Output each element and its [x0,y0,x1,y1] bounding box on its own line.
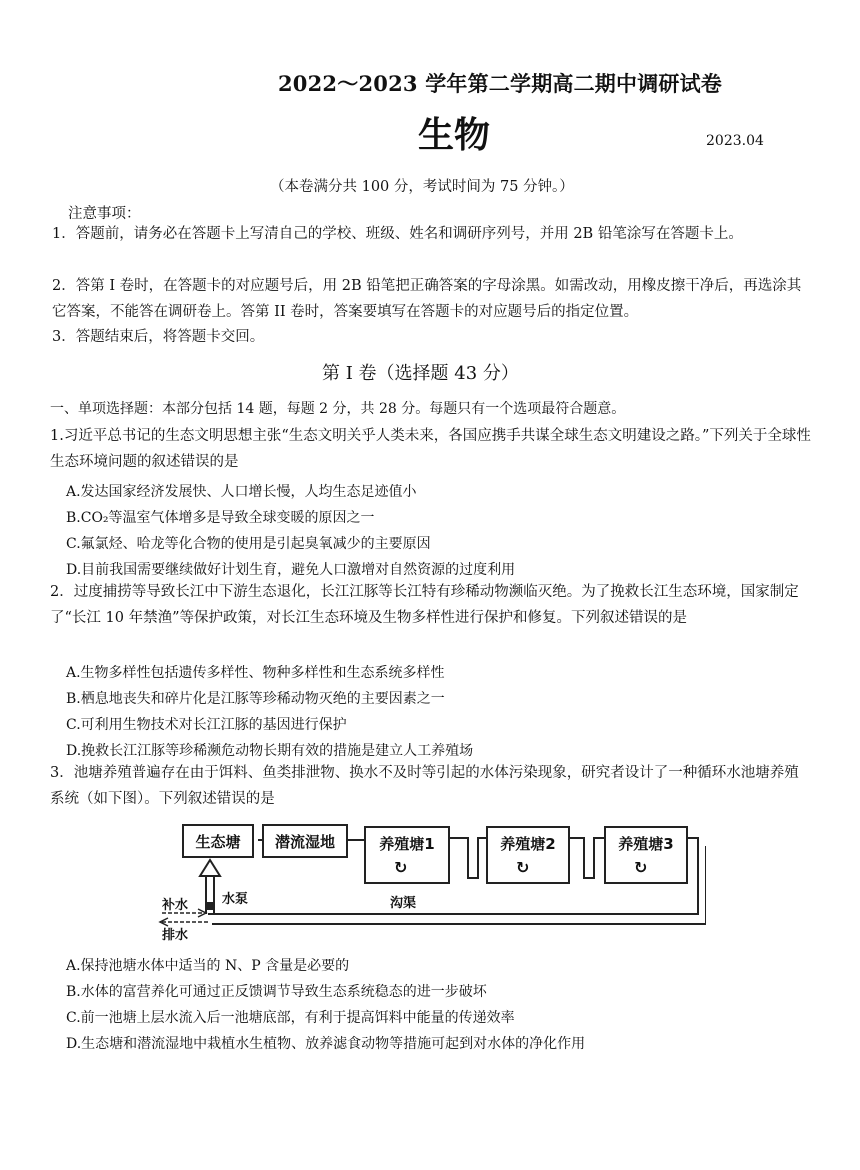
option-a: A.发达国家经济发展快、人口增长慢，人均生态足迹值小 [66,484,417,500]
option-c: C.可利用生物技术对长江江豚的基因进行保护 [66,717,347,733]
question-stem: 3．池塘养殖普遍存在由于饵料、鱼类排泄物、换水不及时等引起的水体污染现象，研究者设计了一种循环水池塘养殖系统（如下图）。下列叙述错误的是 [50,765,799,807]
flow-arrow-icon: ↻ [394,858,408,877]
option-d: D.目前我国需要继续做好计划生育，避免人口激增对自然资源的过度利用 [66,562,516,578]
option-a: A.保持池塘水体中适当的 N、P 含量是必要的 [66,958,350,974]
outflow-label: 排水 [162,928,189,943]
subject-title: 生物 [418,114,491,156]
option-b: B.水体的富营养化可通过正反馈调节导致生态系统稳态的进一步破坏 [66,984,487,1000]
notice-item: 1．答题前，请务必在答题卡上写清自己的学校、班级、姓名和调研序列号，并用 2B 铅笔涂写在答题卡上。 [52,226,743,242]
notice-title: 注意事项： [68,206,141,222]
question-stem: 1.习近平总书记的生态文明思想主张“生态文明关乎人类未来，各国应携手共谋全球生态文明建设之路。”下列关于全球性生态环境问题的叙述错误的是 [50,428,811,470]
option-d: D.生态塘和潜流湿地中栽植水生植物、放养滤食动物等措施可起到对水体的净化作用 [66,1036,586,1052]
channel-label: 沟渠 [390,896,417,911]
notice-item: 2．答第 I 卷时，在答题卡的对应题号后，用 2B 铅笔把正确答案的字母涂黑。如需改动，用橡皮擦干净后，再选涂其它答案，不能答在调研卷上。答第 II 卷时，答案要填写在答题卡的对应题号后的指定位置。 [52,278,802,320]
pond-system-diagram [158,818,706,943]
pond-1-label: 养殖塘1 [379,835,435,853]
flow-arrow-icon: ↻ [516,858,530,877]
option-c: C.前一池塘上层水流入后一池塘底部，有利于提高饵料中能量的传递效率 [66,1010,515,1026]
section-description: 一、单项选择题：本部分包括 14 题，每题 2 分，共 28 分。每题只有一个选项最符合题意。 [50,401,626,417]
notice-item: 3．答题结束后，将答题卡交回。 [52,329,265,345]
pump-label: 水泵 [222,892,249,907]
eco-pond-box [182,824,254,858]
exam-date: 2023.04 [706,133,764,149]
pond-3-label: 养殖塘3 [618,835,674,853]
option-c: C.氟氯烃、哈龙等化合物的使用是引起臭氧减少的主要原因 [66,536,431,552]
eco-pond-label: 生态塘 [195,833,241,851]
exam-title: 2022～2023 学年第二学期高二期中调研试卷 [278,71,723,96]
option-b: B.栖息地丧失和碎片化是江豚等珍稀动物灭绝的主要因素之一 [66,691,445,707]
wetland-label: 潜流湿地 [274,833,335,851]
inflow-label: 补水 [162,898,189,913]
option-b: B.CO₂等温室气体增多是导致全球变暖的原因之一 [66,510,375,526]
question-stem: 2．过度捕捞等导致长江中下游生态退化，长江江豚等长江特有珍稀动物濒临灭绝。为了挽救长江生态环境，国家制定了“长江 10 年禁渔”等保护政策，对长江生态环境及生物多样性进行保护和修复。下列叙述错误的是 [50,584,799,626]
option-d: D.挽救长江江豚等珍稀濒危动物长期有效的措施是建立人工养殖场 [66,743,474,759]
wetland-box [262,824,348,858]
option-a: A.生物多样性包括遗传多样性、物种多样性和生态系统多样性 [66,665,445,681]
pond-2-label: 养殖塘2 [500,835,556,853]
flow-arrow-icon: ↻ [634,858,648,877]
exam-meta: （本卷满分共 100 分，考试时间为 75 分钟。） [270,179,574,195]
section-title: 第 I 卷（选择题 43 分） [322,363,519,384]
